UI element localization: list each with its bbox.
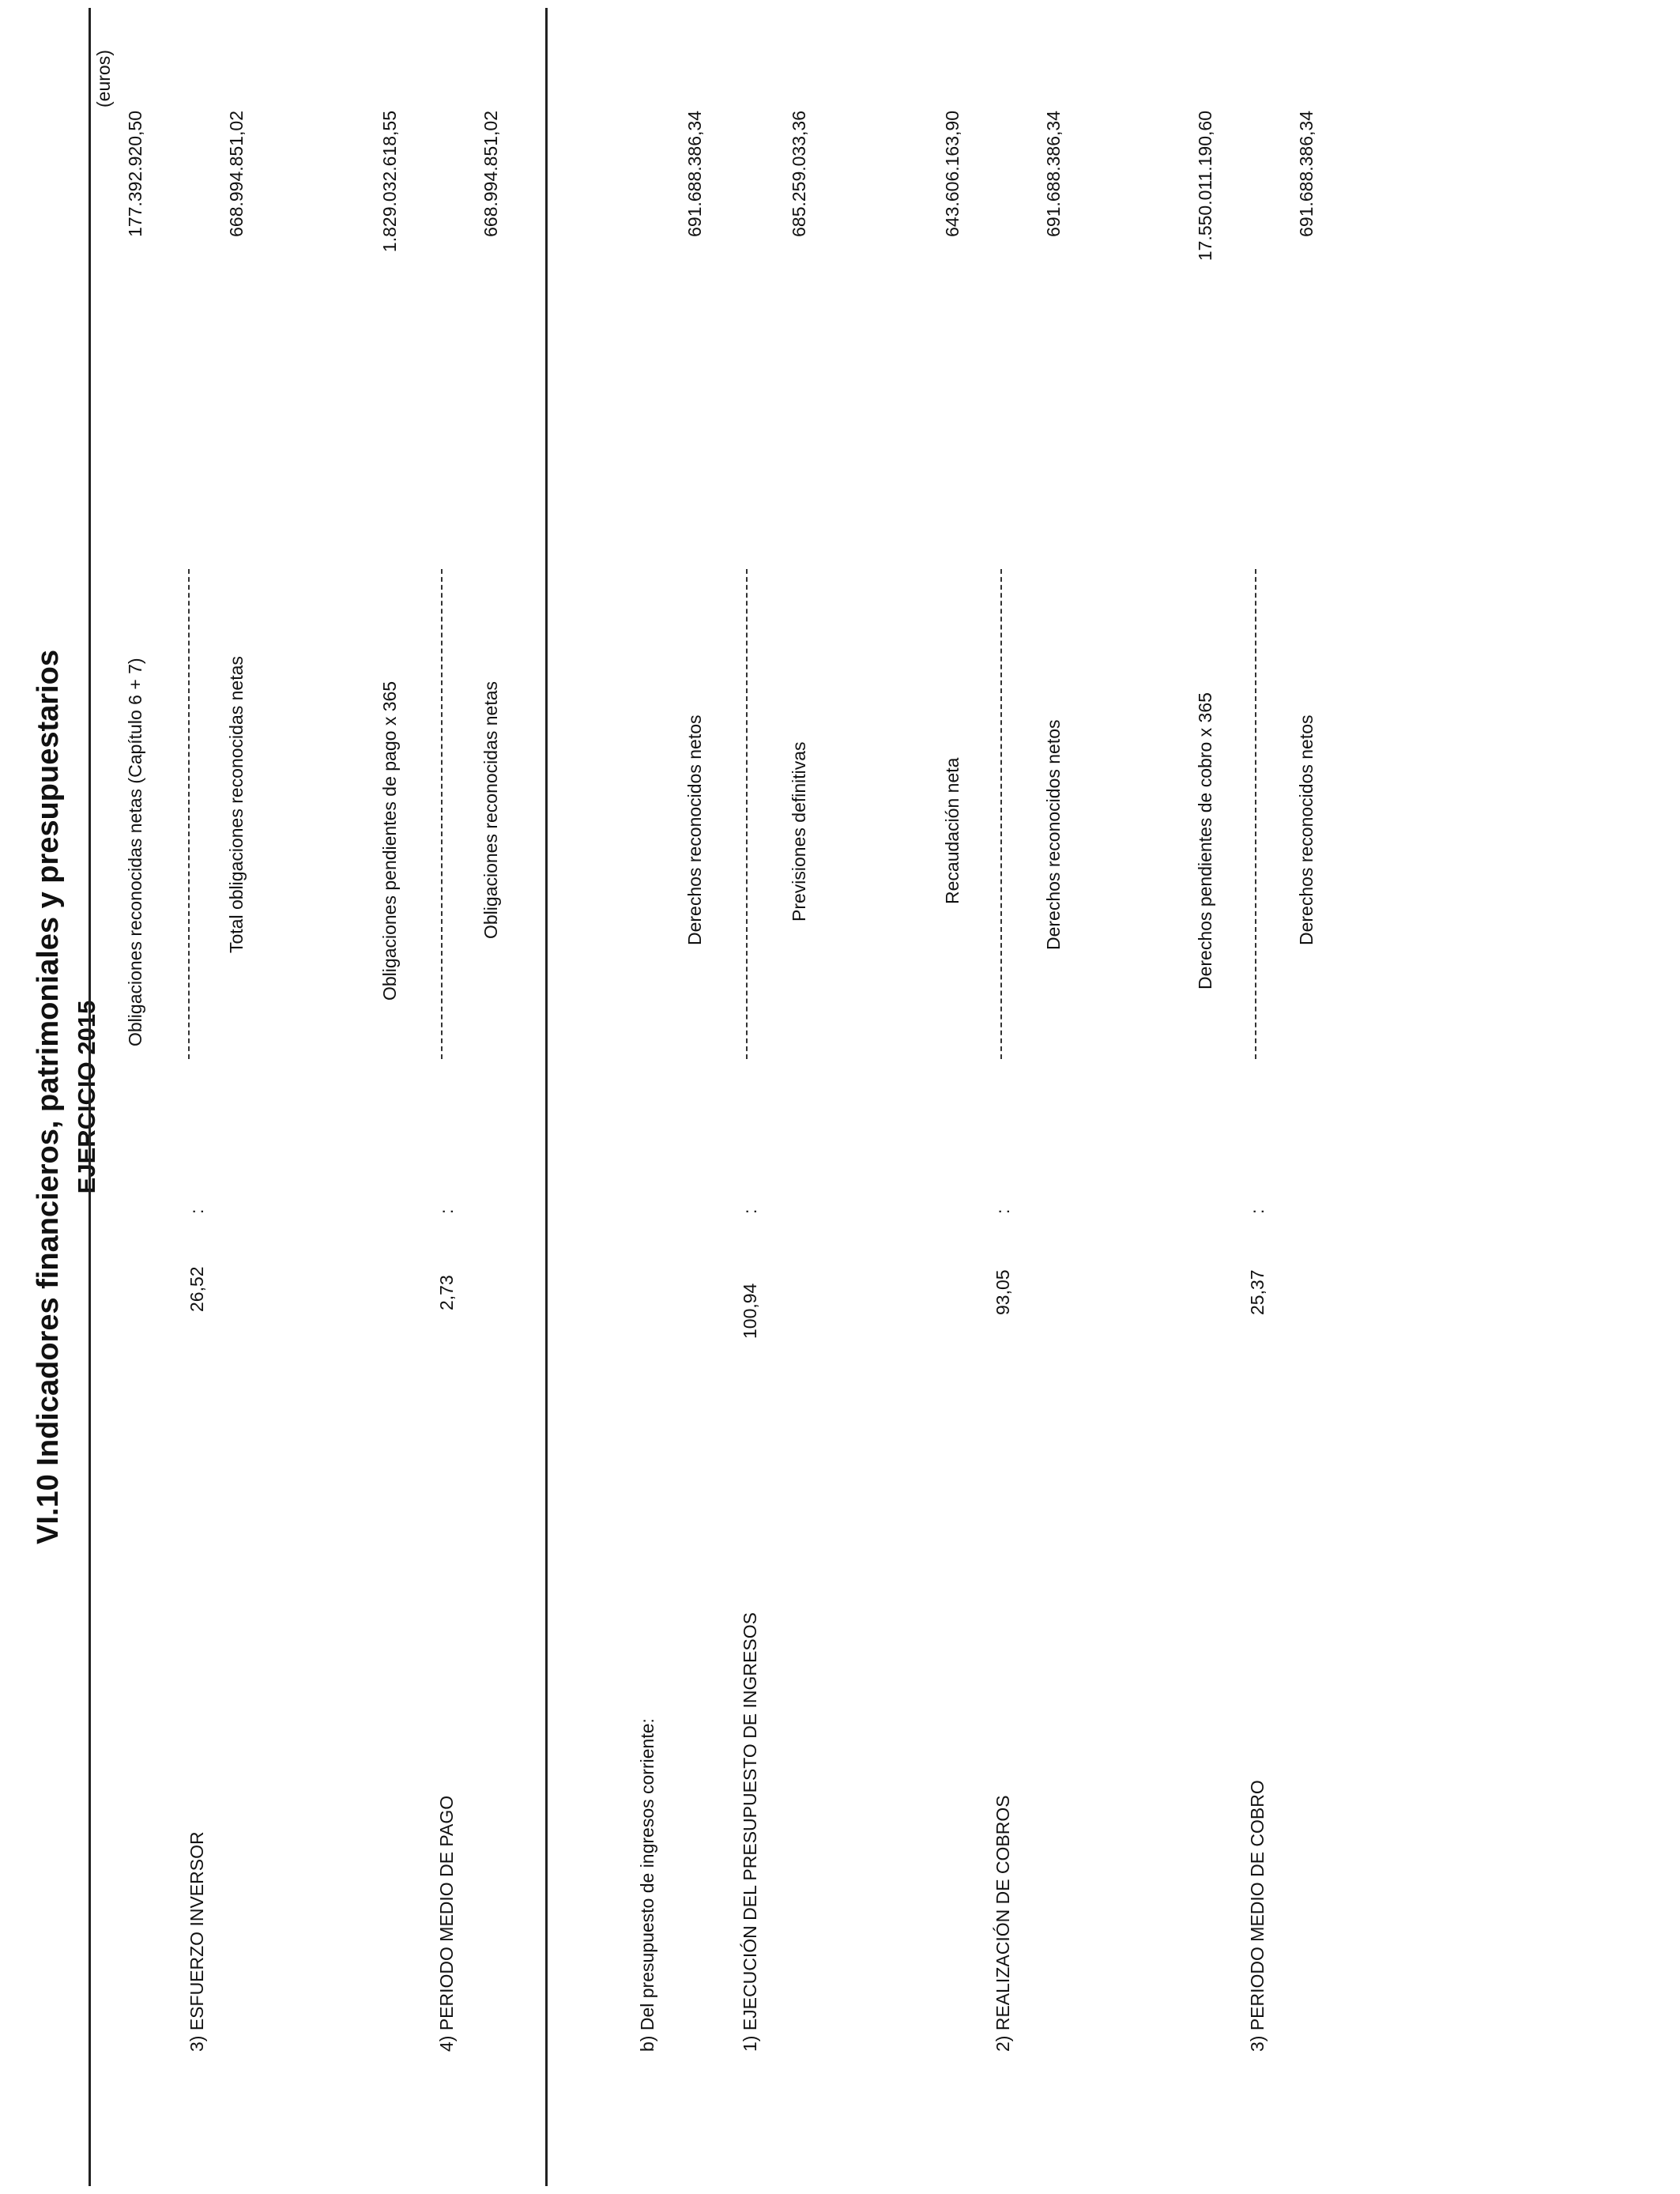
numerator-text: Obligaciones pendientes de pago x 365 xyxy=(379,680,400,1001)
indicator-label: 3) ESFUERZO INVERSOR xyxy=(186,1831,207,2052)
indicator-label: 3) PERIODO MEDIO DE COBRO xyxy=(1247,1780,1268,2052)
indicator-result: 26,52 xyxy=(186,1266,207,1312)
numerator-text: Derechos reconocidos netos xyxy=(684,714,705,945)
denominator-value: 691.688.386,34 xyxy=(1296,111,1317,237)
indicator-colon: : xyxy=(993,1208,1013,1214)
denominator-text: Previsiones definitivas xyxy=(789,741,809,922)
denominator-text: Obligaciones reconocidas netas xyxy=(480,680,501,939)
denominator-value: 685.259.033,36 xyxy=(789,111,809,237)
indicator-result: 25,37 xyxy=(1247,1269,1268,1315)
denominator-text: Total obligaciones reconocidas netas xyxy=(226,656,247,953)
fraction-line xyxy=(1000,569,1002,1059)
numerator-value: 691.688.386,34 xyxy=(684,111,705,237)
indicator-colon: : xyxy=(740,1208,760,1214)
indicator-colon: : xyxy=(1247,1208,1268,1214)
numerator-value: 177.392.920,50 xyxy=(125,111,145,237)
section-heading: b) Del presupuesto de ingresos corriente: xyxy=(637,1718,657,2052)
indicator-label: 1) EJECUCIÓN DEL PRESUPUESTO DE INGRESOS xyxy=(740,1612,760,2052)
fraction-line xyxy=(188,569,190,1059)
denominator-text: Derechos reconocidos netos xyxy=(1296,714,1317,945)
indicator-result: 93,05 xyxy=(993,1269,1013,1315)
indicator-colon: : xyxy=(436,1208,457,1214)
numerator-value: 17.550.011.190,60 xyxy=(1195,111,1215,262)
numerator-text: Obligaciones reconocidas netas (Capítulo 6 + 7) xyxy=(125,658,145,1046)
fraction-line xyxy=(441,569,443,1059)
numerator-text: Recaudación neta xyxy=(942,757,962,904)
denominator-value: 691.688.386,34 xyxy=(1043,111,1064,237)
denominator-text: Derechos reconocidos netos xyxy=(1043,719,1064,950)
page-title: VI.10 Indicadores financieros, patrimoniales y presupuestarios xyxy=(32,650,65,1544)
units-note: (euros) xyxy=(93,50,114,107)
page-subtitle: EJERCICIO 2015 xyxy=(73,1000,100,1194)
indicator-colon: : xyxy=(186,1208,207,1214)
denominator-value: 668.994.851,02 xyxy=(480,111,501,237)
numerator-value: 1.829.032.618,55 xyxy=(379,111,400,253)
top-rule xyxy=(89,8,91,2186)
denominator-value: 668.994.851,02 xyxy=(226,111,247,237)
indicator-label: 4) PERIODO MEDIO DE PAGO xyxy=(436,1795,457,2052)
section-rule xyxy=(545,8,548,2186)
fraction-line xyxy=(1255,569,1256,1059)
indicator-label: 2) REALIZACIÓN DE COBROS xyxy=(993,1795,1013,2052)
numerator-text: Derechos pendientes de cobro x 365 xyxy=(1195,692,1215,990)
numerator-value: 643.606.163,90 xyxy=(942,111,962,237)
indicator-result: 100,94 xyxy=(740,1283,760,1339)
indicator-result: 2,73 xyxy=(436,1275,457,1310)
fraction-line xyxy=(746,569,748,1059)
